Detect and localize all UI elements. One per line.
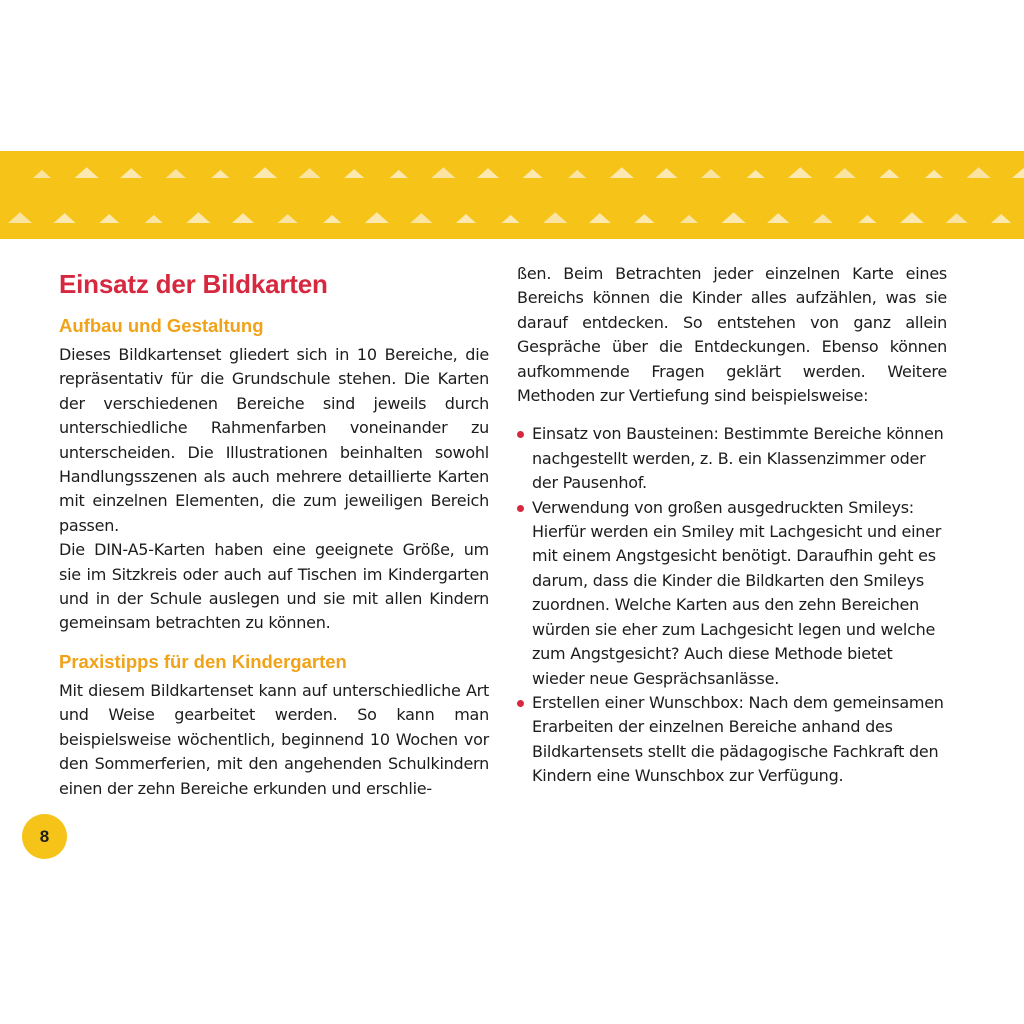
list-item [517, 691, 947, 789]
triangle-decoration-icon [166, 169, 186, 178]
triangle-decoration-icon [431, 167, 455, 178]
bullet-dot-icon [517, 505, 524, 512]
decorative-banner [0, 151, 1024, 239]
triangle-decoration-icon [788, 167, 812, 178]
triangle-decoration-icon [456, 214, 476, 223]
triangle-decoration-icon [900, 212, 924, 223]
triangle-decoration-icon [344, 169, 364, 178]
bullet-dot-icon [517, 700, 524, 707]
section-text-aufbau-2: Die DIN-A5-Karten haben eine geeignete Größe, um sie im Sitzkreis oder auch auf Tischen im Kindergarten und in der Schule auslegen und sie mit allen Kindern gemeinsam betrachten zu können. [59, 540, 489, 633]
triangle-decoration-icon [747, 170, 765, 178]
triangle-decoration-icon [543, 212, 567, 223]
triangle-decoration-icon [120, 168, 142, 178]
section-text-aufbau: Dieses Bildkartenset gliedert sich in 10 Bereiche, die repräsentativ für die Grundschule stehen. Die Karten der verschiedenen Bereiche sind jeweils durch unterschiedliche Rahmenfarben voneinander zu unterscheiden. Die Illustrationen beinhalten sowohl Handlungsszenen als auch mehrere detaillierte Karten mit einzelnen Elementen, die zum jeweiligen Bereich passen. [59, 345, 489, 535]
triangle-decoration-icon [33, 170, 51, 178]
triangle-decoration-icon [99, 214, 119, 223]
triangle-decoration-icon [967, 167, 991, 178]
triangle-decoration-icon [8, 212, 32, 223]
triangle-pattern [0, 151, 1024, 239]
triangle-decoration-icon [1012, 168, 1024, 178]
triangle-decoration-icon [610, 167, 634, 178]
triangle-decoration-icon [813, 214, 833, 223]
section-title-praxistipps: Praxistipps für den Kindergarten [59, 650, 347, 672]
triangle-decoration-icon [477, 168, 499, 178]
triangle-decoration-icon [232, 213, 254, 223]
triangle-decoration-icon [502, 215, 520, 223]
list-item [517, 496, 947, 691]
triangle-decoration-icon [253, 167, 277, 178]
page-title: Einsatz der Bildkarten [59, 269, 328, 299]
triangle-decoration-icon [299, 168, 321, 178]
triangle-decoration-icon [211, 170, 229, 178]
triangle-decoration-icon [75, 167, 99, 178]
list-item-text: Erstellen einer Wunschbox: Nach dem gemeinsamen Erarbeiten der einzelnen Bereiche anhand des Bildkartensets stellt die pädagogische Fachkraft den Kindern eine Wunschbox zur Verfügung. [532, 692, 944, 786]
list-item-text: Einsatz von Bausteinen: Bestimmte Bereiche können nachgestellt werden, z. B. ein Klassenzimmer oder der Pausenhof. [532, 424, 944, 493]
triangle-decoration-icon [589, 213, 611, 223]
triangle-decoration-icon [655, 168, 677, 178]
triangle-decoration-icon [946, 213, 968, 223]
triangle-decoration-icon [701, 169, 721, 178]
triangle-decoration-icon [767, 213, 789, 223]
section-text-praxistipps: Mit diesem Bildkartenset kann auf unterschiedliche Art und Weise gearbeitet werden. So kann man beispielsweise wöchentlich, beginnend 10 Wochen vor den Sommerferien, mit den angehenden Schulkindern einen der zehn Bereiche erkunden und erschlie- [59, 680, 489, 798]
page-number-badge: 8 [22, 814, 67, 859]
triangle-decoration-icon [879, 169, 899, 178]
section-title-aufbau: Aufbau und Gestaltung [59, 315, 264, 336]
left-column [59, 262, 489, 801]
triangle-decoration-icon [410, 213, 432, 223]
triangle-decoration-icon [568, 170, 586, 178]
list-item-text: Verwendung von großen ausgedruckten Smileys: Hierfür werden ein Smiley mit Lachgesicht und einer mit einem Angstgesicht benötigt. Daraufhin geht es darum, dass die Kinder die Bildkarten den Smileys zuordnen. Welche Karten aus den zehn Bereichen würden sie eher zum Lachgesicht legen und welche zum Angstgesicht? Auch diese Methode bietet wieder neue Gesprächsanlässe. [532, 497, 942, 688]
right-column [517, 262, 947, 789]
triangle-decoration-icon [858, 215, 876, 223]
triangle-decoration-icon [186, 212, 210, 223]
triangle-decoration-icon [54, 213, 76, 223]
list-item [517, 422, 947, 495]
triangle-decoration-icon [991, 214, 1011, 223]
triangle-decoration-icon [523, 169, 543, 178]
triangle-decoration-icon [834, 168, 856, 178]
triangle-decoration-icon [722, 212, 746, 223]
triangle-decoration-icon [925, 170, 943, 178]
triangle-decoration-icon [365, 212, 389, 223]
methods-list [517, 422, 947, 788]
triangle-decoration-icon [278, 214, 298, 223]
right-intro-text: ßen. Beim Betrachten jeder einzelnen Karte eines Bereichs können die Kinder alles aufzählen, was sie darauf entdecken. So entstehen von ganz allein Gespräche über die Entdeckungen. Ebenso können aufkommende Fragen geklärt werden. Weitere Methoden zur Vertiefung sind beispielsweise: [517, 264, 947, 406]
triangle-decoration-icon [680, 215, 698, 223]
bullet-dot-icon [517, 431, 524, 438]
triangle-decoration-icon [390, 170, 408, 178]
triangle-decoration-icon [634, 214, 654, 223]
triangle-decoration-icon [323, 215, 341, 223]
triangle-decoration-icon [145, 215, 163, 223]
